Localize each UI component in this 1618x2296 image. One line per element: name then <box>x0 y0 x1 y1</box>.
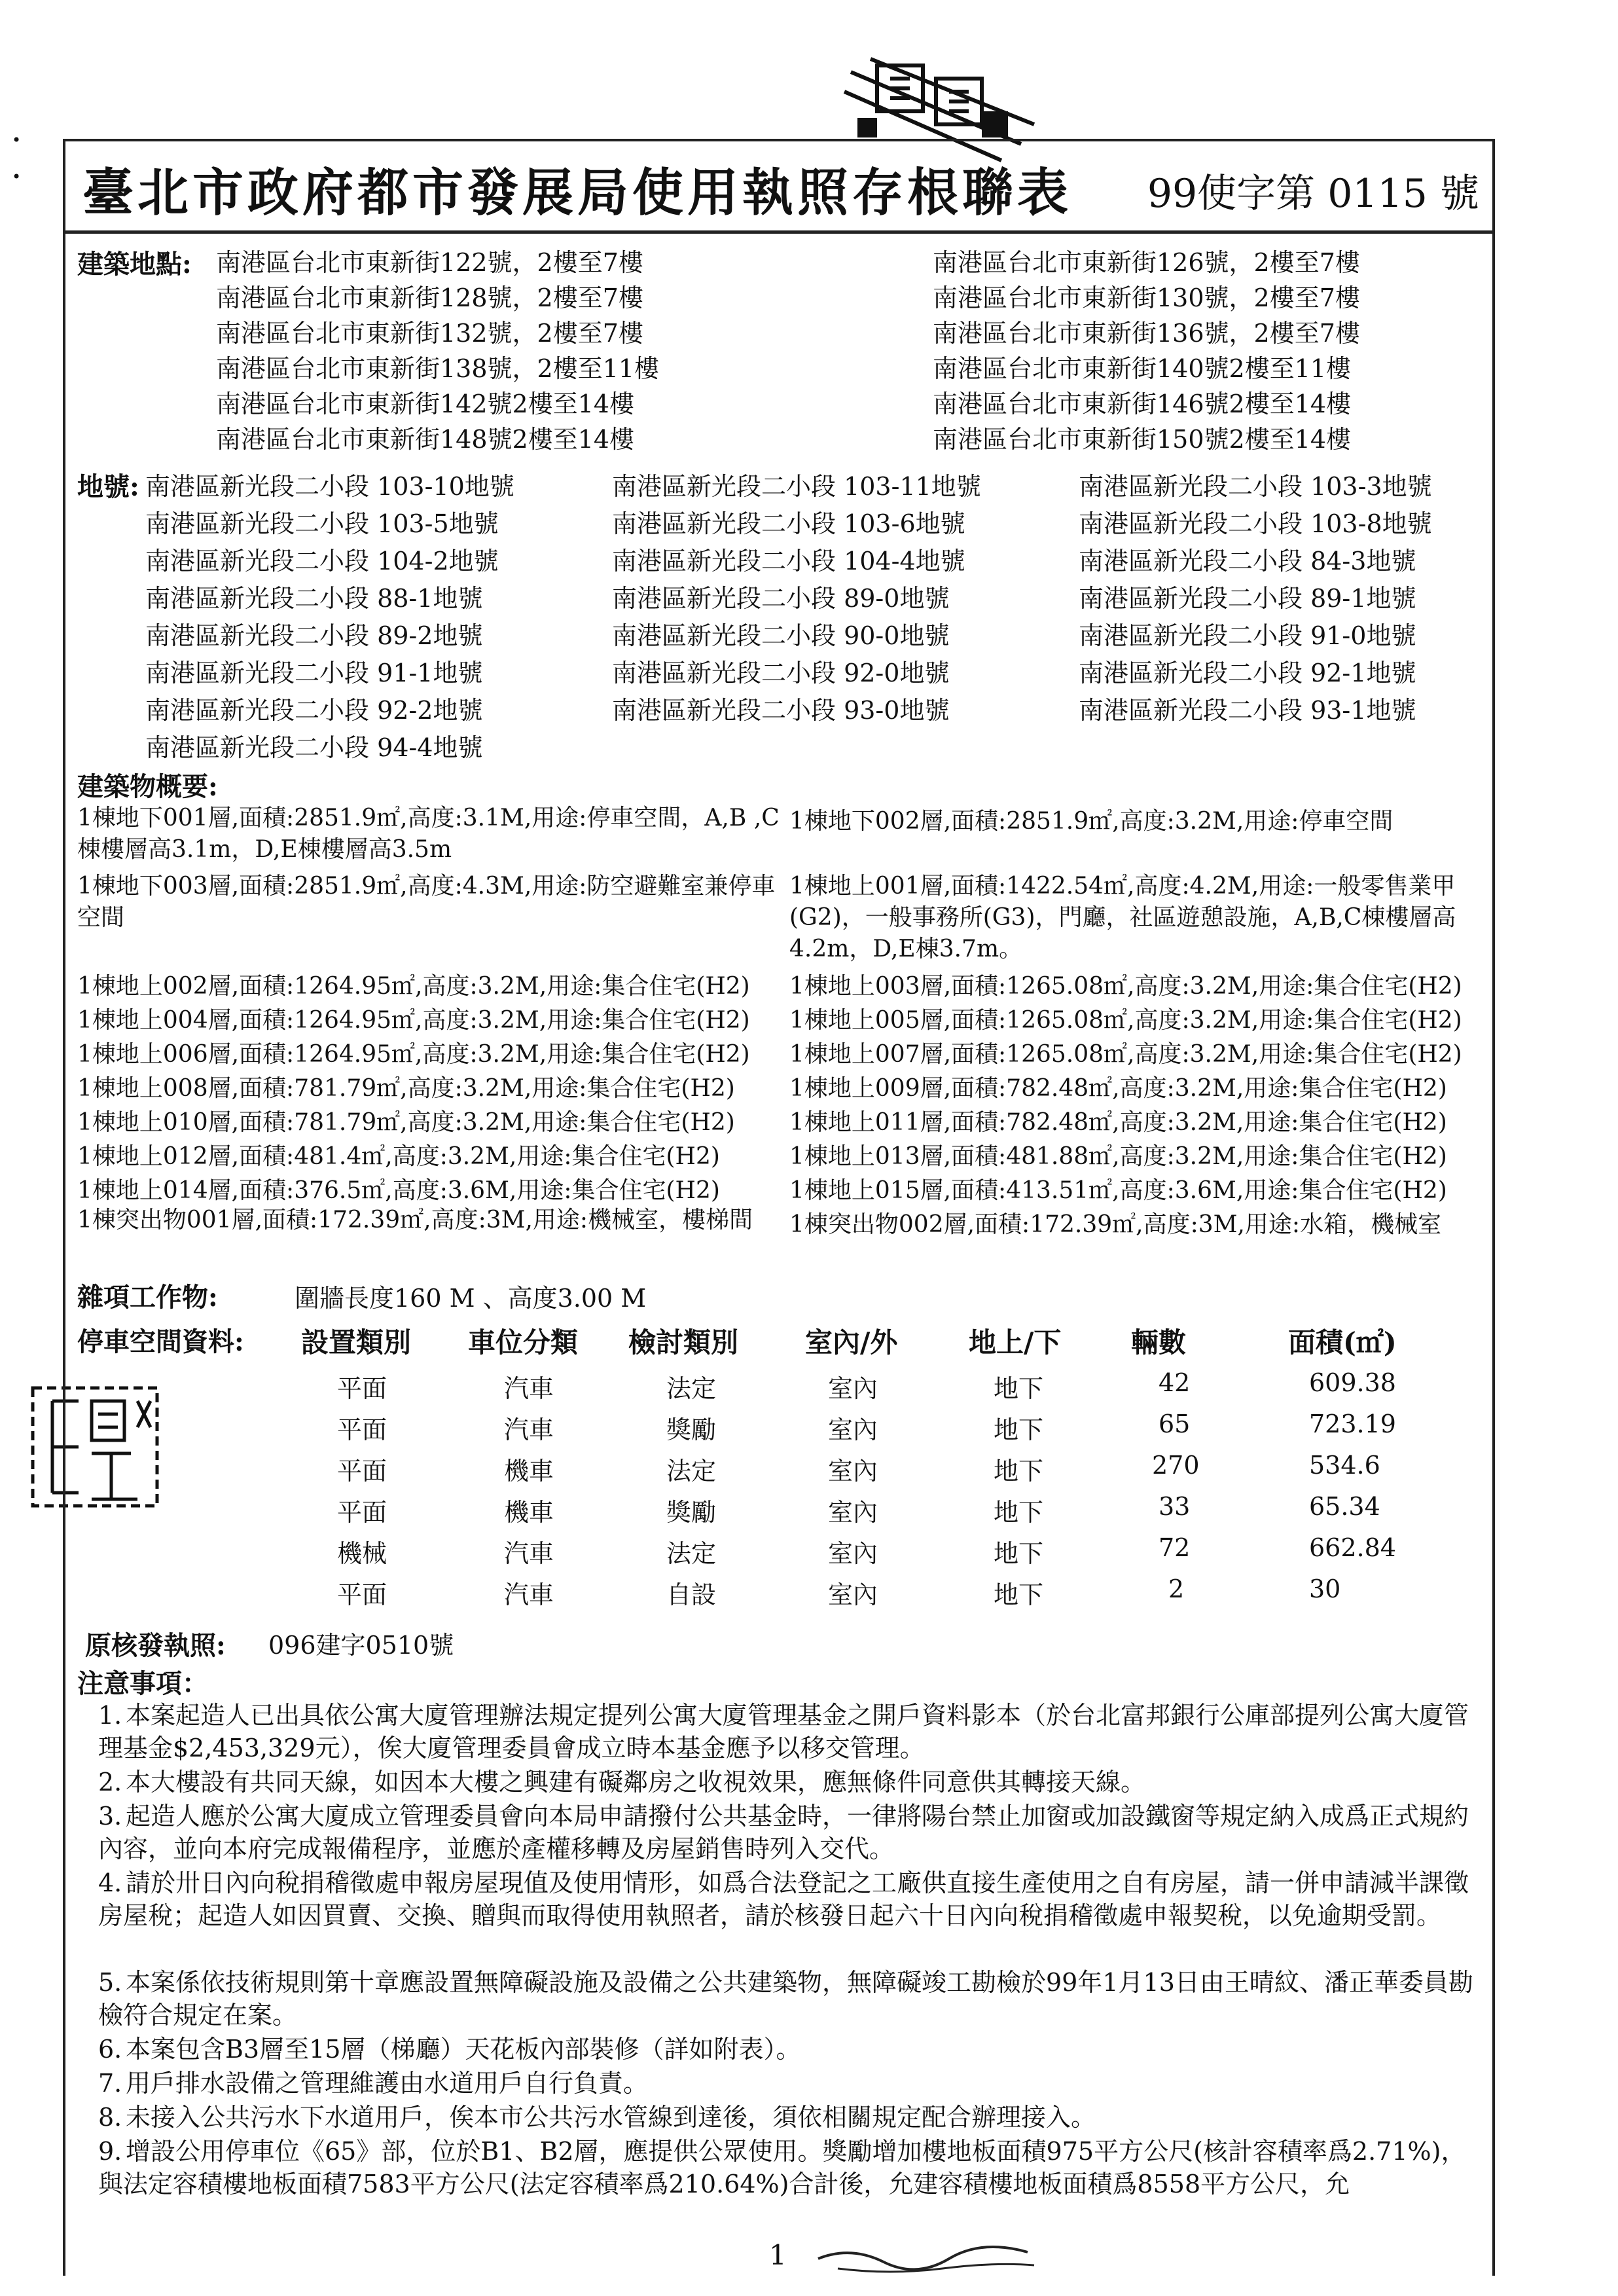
summary-item: 1棟突出物001層,面積:172.39㎡,高度:3M,用途:機械室，樓梯間 <box>77 1207 753 1233</box>
parking-cell: 65.34 <box>1309 1492 1380 1521</box>
permit-number: 99使字第 0115 號 <box>1147 171 1479 217</box>
note-item <box>98 2067 1479 2100</box>
summary-item: 1棟地下002層,面積:2851.9㎡,高度:3.2M,用途:停車空間 <box>789 808 1393 835</box>
location-item: 南港區台北市東新街146號2樓至14樓 <box>933 390 1352 418</box>
location-item: 南港區台北市東新街132號，2樓至7樓 <box>216 319 643 348</box>
parking-cell: 地下 <box>994 1498 1044 1527</box>
location-item: 南港區台北市東新街138號，2樓至11樓 <box>216 354 660 383</box>
note-text: 本案起造人已出具依公寓大廈管理辦法規定提列公寓大廈管理基金之開戶資料影本（於台北富邦銀行公庫部提列公寓大廈管理基金$2,453,329元），俟大廈管理委員會成立時本基金應予以移交管理。 <box>98 1701 1469 1762</box>
lot-item: 南港區新光段二小段 103-8地號 <box>1079 509 1432 538</box>
summary-item: 1棟地上014層,面積:376.5㎡,高度:3.6M,用途:集合住宅(H2) <box>77 1177 720 1204</box>
parking-cell: 室內 <box>828 1539 878 1568</box>
parking-col-header: 面積(㎡) <box>1288 1326 1397 1358</box>
note-number: 3. <box>98 1802 122 1831</box>
parking-cell: 平面 <box>337 1457 387 1485</box>
margin-mark: • • <box>12 131 22 186</box>
summary-item: 1棟地上002層,面積:1264.95㎡,高度:3.2M,用途:集合住宅(H2) <box>77 973 750 1000</box>
location-item: 南港區台北市東新街128號，2樓至7樓 <box>216 283 643 312</box>
lot-item: 南港區新光段二小段 103-5地號 <box>145 509 499 538</box>
lot-item: 南港區新光段二小段 92-2地號 <box>145 696 483 725</box>
lot-item: 南港區新光段二小段 93-0地號 <box>612 696 950 725</box>
parking-cell: 機械 <box>337 1539 387 1568</box>
summary-item: 1棟地上011層,面積:782.48㎡,高度:3.2M,用途:集合住宅(H2) <box>789 1109 1447 1136</box>
parking-cell: 地下 <box>994 1539 1044 1568</box>
summary-item: 1棟地上005層,面積:1265.08㎡,高度:3.2M,用途:集合住宅(H2) <box>789 1007 1462 1034</box>
lot-item: 南港區新光段二小段 89-2地號 <box>145 621 483 650</box>
parking-cell: 2 <box>1168 1575 1185 1603</box>
parking-cell: 地下 <box>994 1374 1044 1403</box>
parking-cell: 平面 <box>337 1374 387 1403</box>
misc-works-value: 圍牆長度160 M 、高度3.00 M <box>295 1284 647 1313</box>
location-item: 南港區台北市東新街150號2樓至14樓 <box>933 425 1352 454</box>
lot-item: 南港區新光段二小段 93-1地號 <box>1079 696 1416 725</box>
lot-item: 南港區新光段二小段 89-0地號 <box>612 584 950 613</box>
lot-item: 南港區新光段二小段 94-4地號 <box>145 733 483 762</box>
parking-cell: 自設 <box>666 1580 717 1609</box>
parking-cell: 270 <box>1152 1451 1200 1480</box>
parking-col-header: 室內/外 <box>805 1326 898 1358</box>
note-item <box>98 2033 1479 2066</box>
parking-cell: 地下 <box>994 1457 1044 1485</box>
parking-cell: 平面 <box>337 1415 387 1444</box>
lot-item: 南港區新光段二小段 104-4地號 <box>612 547 965 575</box>
parking-col-header: 車位分類 <box>468 1326 579 1358</box>
parking-cell: 地下 <box>994 1415 1044 1444</box>
note-text: 本大樓設有共同天線，如因本大樓之興建有礙鄰房之收視效果，應無條件同意供其轉接天線。 <box>126 1768 1146 1796</box>
parking-cell: 平面 <box>337 1498 387 1527</box>
lot-item: 南港區新光段二小段 89-1地號 <box>1079 584 1416 613</box>
parking-col-header: 地上/下 <box>969 1326 1062 1358</box>
parking-cell: 室內 <box>828 1415 878 1444</box>
parking-cell: 獎勵 <box>666 1415 717 1444</box>
parking-cell: 723.19 <box>1309 1410 1396 1438</box>
parking-cell: 609.38 <box>1309 1368 1396 1397</box>
summary-item: 1棟地上006層,面積:1264.95㎡,高度:3.2M,用途:集合住宅(H2) <box>77 1041 750 1068</box>
note-number: 1. <box>98 1701 122 1730</box>
parking-col-header: 檢討類別 <box>628 1326 739 1358</box>
note-text: 用戶排水設備之管理維護由水道用戶自行負責。 <box>126 2069 649 2098</box>
note-number: 9. <box>98 2137 122 2166</box>
location-item: 南港區台北市東新街122號，2樓至7樓 <box>216 248 643 277</box>
note-number: 8. <box>98 2103 122 2132</box>
lot-item: 南港區新光段二小段 103-11地號 <box>612 472 981 501</box>
summary-item: 1棟地上010層,面積:781.79㎡,高度:3.2M,用途:集合住宅(H2) <box>77 1109 735 1136</box>
summary-item: 1棟地上015層,面積:413.51㎡,高度:3.6M,用途:集合住宅(H2) <box>789 1177 1447 1204</box>
note-number: 7. <box>98 2069 122 2098</box>
parking-col-header: 設置類別 <box>301 1326 412 1358</box>
note-number: 2. <box>98 1768 122 1796</box>
parking-label: 停車空間資料: <box>77 1326 244 1357</box>
summary-item: 1棟突出物002層,面積:172.39㎡,高度:3M,用途:水箱，機械室 <box>789 1211 1442 1238</box>
parking-cell: 662.84 <box>1309 1533 1396 1562</box>
lot-item: 南港區新光段二小段 92-1地號 <box>1079 659 1416 687</box>
location-item: 南港區台北市東新街140號2樓至11樓 <box>933 354 1352 383</box>
summary-item: 1棟地上012層,面積:481.4㎡,高度:3.2M,用途:集合住宅(H2) <box>77 1143 720 1170</box>
note-text: 未接入公共污水下水道用戶，俟本市公共污水管線到達後，須依相關規定配合辦理接入。 <box>126 2103 1096 2132</box>
parking-cell: 室內 <box>828 1457 878 1485</box>
location-item: 南港區台北市東新街142號2樓至14樓 <box>216 390 635 418</box>
location-item: 南港區台北市東新街130號，2樓至7樓 <box>933 283 1360 312</box>
note-item <box>98 1867 1479 1932</box>
parking-cell: 汽車 <box>504 1374 554 1403</box>
note-text: 起造人應於公寓大廈成立管理委員會向本局申請撥付公共基金時，一律將陽台禁止加窗或加設鐵窗等規定納入成爲正式規約內容，並向本府完成報備程序，並應於產權移轉及房屋銷售時列入交代。 <box>98 1802 1469 1863</box>
lot-item: 南港區新光段二小段 103-6地號 <box>612 509 965 538</box>
note-item <box>98 2101 1479 2134</box>
location-item: 南港區台北市東新街126號，2樓至7樓 <box>933 248 1360 277</box>
parking-cell: 室內 <box>828 1374 878 1403</box>
note-number: 6. <box>98 2035 122 2064</box>
note-text: 增設公用停車位《65》部，位於B1、B2層，應提供公眾使用。獎勵增加樓地板面積975平方公尺(核計容積率爲2.71%)，與法定容積樓地板面積7583平方公尺(法定容積率爲210.64%)合計後，允建容積樓地板面積爲8558平方公尺，允 <box>98 2137 1466 2198</box>
original-permit-value: 096建字0510號 <box>268 1631 454 1660</box>
lot-item: 南港區新光段二小段 103-3地號 <box>1079 472 1432 501</box>
parking-cell: 534.6 <box>1309 1451 1380 1480</box>
lot-item: 南港區新光段二小段 103-10地號 <box>145 472 514 501</box>
location-item: 南港區台北市東新街148號2樓至14樓 <box>216 425 635 454</box>
lot-item: 南港區新光段二小段 91-0地號 <box>1079 621 1416 650</box>
lot-item: 南港區新光段二小段 84-3地號 <box>1079 547 1416 575</box>
parking-cell: 室內 <box>828 1498 878 1527</box>
parking-cell: 室內 <box>828 1580 878 1609</box>
lot-item: 南港區新光段二小段 90-0地號 <box>612 621 950 650</box>
note-text: 請於卅日內向稅捐稽徵處申報房屋現值及使用情形，如爲合法登記之工廠供直接生產使用之自有房屋，請一併申請減半課徵房屋稅；起造人如因買賣、交換、贈與而取得使用執照者，請於核發日起六十日內向稅捐稽徵處申報契稅，以免逾期受罰。 <box>98 1868 1469 1930</box>
summary-item: 1棟地上009層,面積:782.48㎡,高度:3.2M,用途:集合住宅(H2) <box>789 1075 1447 1102</box>
parking-cell: 33 <box>1159 1492 1191 1521</box>
parking-cell: 65 <box>1159 1410 1191 1438</box>
parking-cell: 平面 <box>337 1580 387 1609</box>
summary-item: 1棟地下001層,面積:2851.9㎡,高度:3.1M,用途:停車空間，A,B ,C棟樓層高3.1m，D,E棟樓層高3.5m <box>77 805 780 863</box>
note-number: 4. <box>98 1868 122 1897</box>
parking-cell: 法定 <box>666 1374 717 1403</box>
lots-label: 地號: <box>77 471 139 502</box>
parking-cell: 機車 <box>504 1457 554 1485</box>
summary-label: 建築物概要: <box>77 771 218 802</box>
lot-item: 南港區新光段二小段 88-1地號 <box>145 584 483 613</box>
location-item: 南港區台北市東新街136號，2樓至7樓 <box>933 319 1360 348</box>
note-number: 5. <box>98 1968 122 1997</box>
parking-col-header: 輛數 <box>1131 1326 1187 1358</box>
page-number: 1 <box>769 2239 787 2271</box>
lot-item: 南港區新光段二小段 104-2地號 <box>145 547 499 575</box>
parking-cell: 獎勵 <box>666 1498 717 1527</box>
header-row <box>63 139 1492 234</box>
misc-works-label: 雜項工作物: <box>77 1282 218 1313</box>
parking-cell: 汽車 <box>504 1539 554 1568</box>
parking-cell: 機車 <box>504 1498 554 1527</box>
lot-item: 南港區新光段二小段 92-0地號 <box>612 659 950 687</box>
note-item <box>98 1966 1479 2032</box>
parking-cell: 法定 <box>666 1539 717 1568</box>
parking-cell: 汽車 <box>504 1415 554 1444</box>
parking-cell: 72 <box>1159 1533 1191 1562</box>
summary-item: 1棟地上013層,面積:481.88㎡,高度:3.2M,用途:集合住宅(H2) <box>789 1143 1447 1170</box>
summary-item: 1棟地上004層,面積:1264.95㎡,高度:3.2M,用途:集合住宅(H2) <box>77 1007 750 1034</box>
note-item <box>98 1800 1479 1865</box>
summary-item: 1棟地上003層,面積:1265.08㎡,高度:3.2M,用途:集合住宅(H2) <box>789 973 1462 1000</box>
parking-cell: 30 <box>1309 1575 1341 1603</box>
handwritten-mark <box>812 2239 1047 2278</box>
lot-item: 南港區新光段二小段 91-1地號 <box>145 659 483 687</box>
original-permit-label: 原核發執照: <box>85 1630 226 1661</box>
parking-cell: 汽車 <box>504 1580 554 1609</box>
location-label: 建築地點: <box>77 249 192 280</box>
note-item <box>98 2135 1479 2200</box>
note-text: 本案包含B3層至15層（梯廳）天花板內部裝修（詳如附表）。 <box>126 2035 801 2064</box>
note-item <box>98 1766 1479 1798</box>
summary-item: 1棟地下003層,面積:2851.9㎡,高度:4.3M,用途:防空避難室兼停車空間 <box>77 873 776 931</box>
page-title: 臺北市政府都市發展局使用執照存根聯表 <box>82 163 1073 223</box>
summary-item: 1棟地上008層,面積:781.79㎡,高度:3.2M,用途:集合住宅(H2) <box>77 1075 735 1102</box>
notes-label: 注意事項： <box>77 1668 208 1699</box>
parking-cell: 42 <box>1159 1368 1191 1397</box>
summary-item: 1棟地上001層,面積:1422.54㎡,高度:4.2M,用途:一般零售業甲(G2)，一般事務所(G3)，門廳，社區遊憩設施，A,B,C棟樓層高4.2m，D,E棟3.7m。 <box>789 873 1456 962</box>
note-text: 本案係依技術規則第十章應設置無障礙設施及設備之公共建築物，無障礙竣工勘檢於99年1月13日由王晴紋、潘正華委員勘檢符合規定在案。 <box>98 1968 1473 2030</box>
parking-cell: 法定 <box>666 1457 717 1485</box>
parking-cell: 地下 <box>994 1580 1044 1609</box>
summary-item: 1棟地上007層,面積:1265.08㎡,高度:3.2M,用途:集合住宅(H2) <box>789 1041 1462 1068</box>
note-item <box>98 1699 1479 1764</box>
